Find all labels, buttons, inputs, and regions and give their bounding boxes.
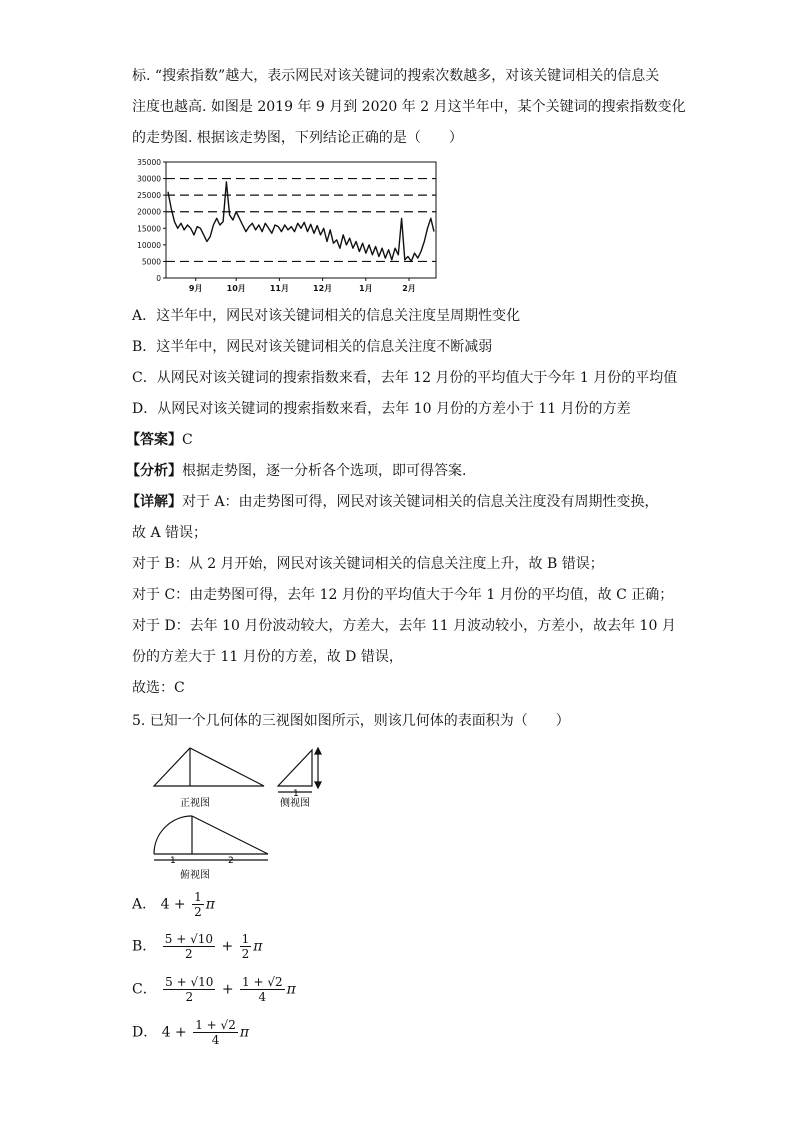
top-view [154,816,268,860]
y-tick-label-4: 20000 [137,207,161,217]
chart-frame [166,162,436,278]
y-tick-label-6: 30000 [137,174,161,184]
detail-line-4: 对于 C：由走势图可得，去年 12 月份的平均值大于今年 1 月份的平均值，故 C 正确； [132,587,674,603]
q5-b-num2: 1 [241,932,250,946]
y-tick-label-1: 5000 [141,257,161,267]
option-c: C．从网民对该关键词的搜索指数来看，去年 12 月份的平均值大于今年 1 月份的平均值 [132,370,678,386]
q5-b-pi: π [253,938,263,955]
q5-c-num2: 1 + √2 [242,975,283,989]
q5-d-letter: D． [132,1024,158,1041]
q5-stem: 5. 已知一个几何体的三视图如图所示，则该几何体的表面积为（ ） [132,713,570,729]
q5-option-c [132,975,296,1004]
q5-b-letter: B． [132,938,157,955]
q5-option-d [132,1018,249,1047]
q5-a-den: 2 [194,905,202,919]
detail-line-7: 故选：C [132,680,185,696]
y-tick-label-2: 10000 [137,240,161,250]
q5-d-pi: π [239,1024,250,1041]
q5-option-b [132,932,262,961]
q5-a-letter: A． [132,896,157,913]
front-view [154,748,264,786]
answer-label: 【答案】 [126,432,182,448]
q5-c-plus: + [221,981,234,998]
y-tick-label-7: 35000 [137,158,161,167]
analysis-line [126,461,466,481]
side-view [278,748,321,792]
front-view-label: 正视图 [180,798,210,809]
intro-line-3: 的走势图. 根据该走势图，下列结论正确的是（ ） [132,130,463,146]
y-tick-label-0: 0 [156,274,161,283]
x-tick-label-0: 9月 [188,284,203,293]
top-view-label: 俯视图 [180,870,210,881]
answer-line [126,430,193,450]
q5-a-num: 1 [194,890,202,904]
side-view-label: 侧视图 [280,798,310,809]
intro-line-1: 标. “搜索指数”越大，表示网民对该关键词的搜索次数越多，对该关键词相关的信息关 [132,68,660,84]
q5-d-den: 4 [211,1033,220,1047]
side-one-label: 1 [293,789,299,799]
q5-b-frac2 [240,932,252,961]
series-line [168,182,434,262]
q5-c-pi: π [286,981,296,998]
detail-line-5: 对于 D：去年 10 月份波动较大，方差大，去年 11 月波动较小，方差小，故去年 10 月 [132,618,676,634]
answer-value: C [182,432,193,448]
q5-d-whole: 4 + [161,1024,187,1041]
detail-line-1 [126,492,659,512]
q5-c-den1: 2 [185,990,194,1004]
option-a: A．这半年中，网民对该关键词相关的信息关注度呈周期性变化 [132,308,521,324]
detail-line-6: 份的方差大于 11 月份的方差，故 D 错误， [132,649,403,665]
x-tick-label-5: 2月 [402,284,416,293]
q5-a-pi: π [205,896,215,913]
x-tick-label-2: 11月 [269,284,289,293]
y-tick-label-3: 15000 [137,224,161,234]
y-tick-label-5: 25000 [137,191,161,201]
x-tick-label-4: 1月 [359,284,373,293]
analysis-text: 根据走势图，逐一分析各个选项，即可得答案. [182,463,467,479]
q5-a-whole: 4 + [160,896,186,913]
q5-b-frac1 [163,932,215,961]
q5-option-a [132,890,215,919]
q5-b-num1: 5 + √10 [164,932,213,946]
x-tick-label-3: 12月 [313,284,333,293]
q5-b-den1: 2 [185,947,193,961]
option-d: D．从网民对该关键词的搜索指数来看，去年 10 月份的方差小于 11 月份的方差 [132,401,631,417]
q5-d-num: 1 + √2 [195,1018,236,1032]
q5-b-den2: 2 [241,947,250,961]
q5-c-frac1 [163,975,215,1004]
q5-c-den2: 4 [258,990,267,1004]
top-one-label: 1 [170,856,176,866]
q5-c-frac2 [240,975,285,1004]
q5-c-num1: 5 + √10 [165,975,214,989]
q5-d-fraction [193,1018,238,1047]
x-tick-label-1: 10月 [226,284,246,293]
detail-text-1: 对于 A：由走势图可得，网民对该关键词相关的信息关注度没有周期性变换， [182,494,659,510]
q5-c-letter: C． [132,981,157,998]
top-two-label: 2 [228,856,234,866]
analysis-label: 【分析】 [126,463,182,479]
option-b: B．这半年中，网民对该关键词相关的信息关注度不断减弱 [132,339,493,355]
q5-a-fraction [192,890,204,919]
search-index-chart [130,156,442,298]
q5-b-plus: + [221,938,234,955]
intro-line-2: 注度也越高. 如图是 2019 年 9 月到 2020 年 2 月这半年中，某个关键词的搜索指数变化 [132,99,686,115]
three-view-figure [148,744,338,884]
detail-line-2: 故 A 错误； [132,525,208,541]
detail-label: 【详解】 [126,494,182,510]
detail-line-3: 对于 B：从 2 月开始，网民对该关键词相关的信息关注度上升，故 B 错误； [132,556,604,572]
